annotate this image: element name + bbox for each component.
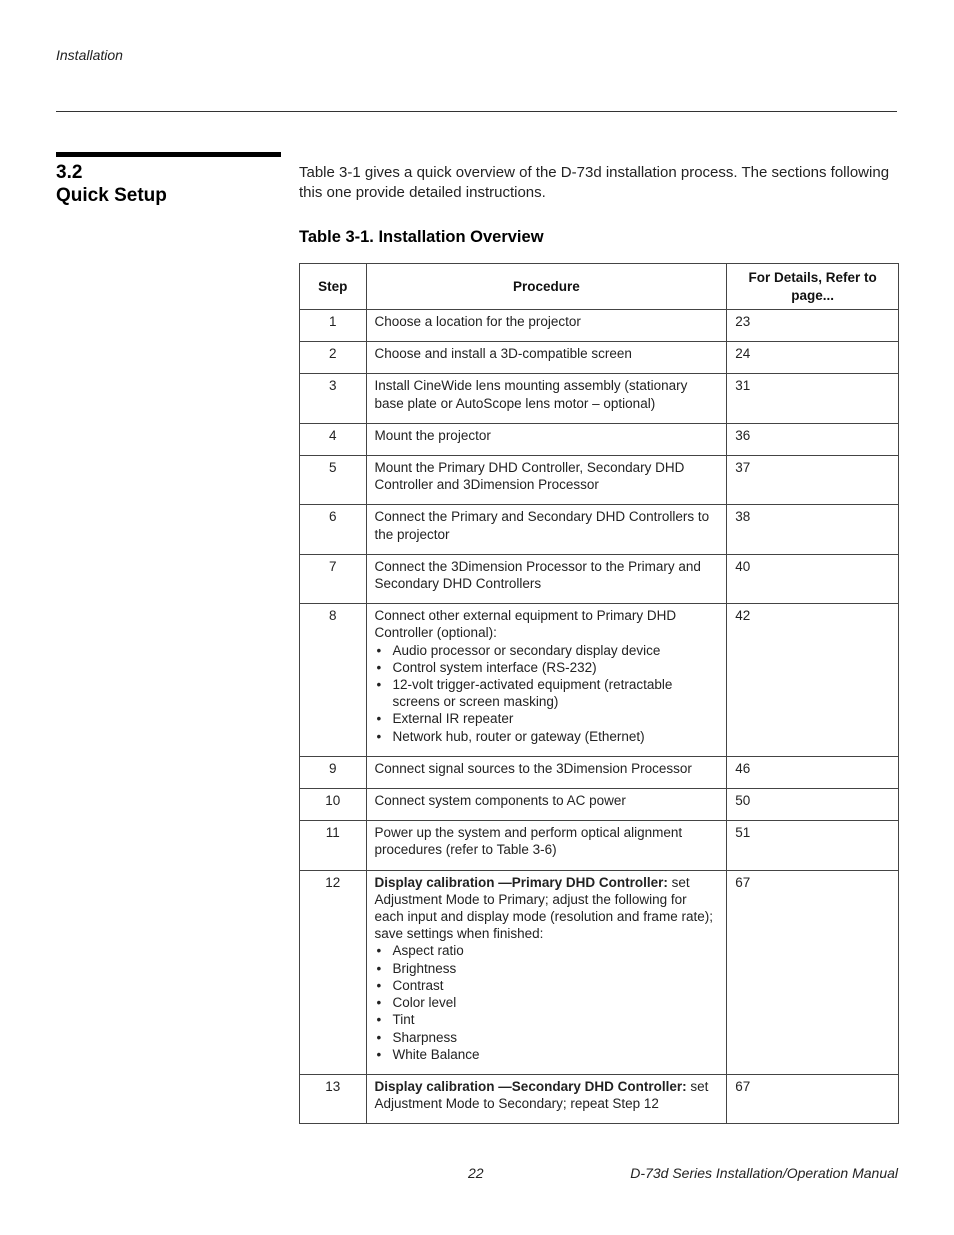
step-number: 2 [300,342,367,374]
table-row [300,310,899,342]
step-number: 11 [300,821,367,870]
procedure-description: Mount the projector [374,427,491,443]
procedure-text [375,427,719,444]
step-number: 8 [300,604,367,757]
procedure-bullet-list [375,642,719,745]
section-title: Quick Setup [56,185,167,206]
procedure-text [375,459,719,493]
header-page: For Details, Refer to page... [727,264,899,310]
table-row [300,505,899,554]
page-reference: 36 [727,423,899,455]
page-reference: 24 [727,342,899,374]
procedure-text [375,792,719,809]
procedure-cell [366,870,727,1074]
procedure-description: Connect other external equipment to Primary DHD Controller (optional): [374,608,677,641]
procedure-description: Connect the Primary and Secondary DHD Controllers to the projector [374,509,710,542]
procedure-description: Install CineWide lens mounting assembly (stationary base plate or AutoScope lens motor – optional) [374,378,688,411]
step-number: 13 [300,1074,367,1123]
manual-title: D-73d Series Installation/Operation Manual [630,1165,898,1181]
procedure-text [375,508,719,542]
procedure-description: Choose and install a 3D-compatible screen [374,346,632,362]
procedure-text [375,377,719,411]
list-item: • Color level [375,994,719,1011]
table-row [300,1074,899,1123]
list-item: • Tint [375,1011,719,1028]
page-number: 22 [468,1165,484,1181]
table-body [300,310,899,1124]
page-reference: 46 [727,756,899,788]
step-number: 12 [300,870,367,1074]
procedure-cell [366,756,727,788]
page-reference: 51 [727,821,899,870]
page-reference: 23 [727,310,899,342]
table-row [300,756,899,788]
list-item: • Network hub, router or gateway (Ethernet) [375,728,719,745]
procedure-cell [366,310,727,342]
procedure-text [375,345,719,362]
table-caption: Table 3-1. Installation Overview [299,228,544,246]
list-item: • Sharpness [375,1029,719,1046]
procedure-description: Connect signal sources to the 3Dimension Processor [374,760,692,776]
procedure-cell [366,789,727,821]
page-reference: 50 [727,789,899,821]
step-number: 9 [300,756,367,788]
procedure-description: Connect the 3Dimension Processor to the Primary and Secondary DHD Controllers [374,558,701,592]
header-rule [56,111,897,112]
table-row [300,604,899,757]
page-reference: 40 [727,554,899,603]
section-number: 3.2 [56,162,83,183]
table-row [300,789,899,821]
step-number: 5 [300,456,367,505]
procedure-cell [366,374,727,423]
procedure-bold-label: Display calibration —Primary DHD Controller: [374,874,668,890]
procedure-description: Choose a location for the projector [374,314,581,329]
list-item: • White Balance [375,1046,719,1063]
step-number: 4 [300,423,367,455]
table-row [300,423,899,455]
procedure-description: Mount the Primary DHD Controller, Secondary DHD Controller and 3Dimension Processor [374,460,685,493]
procedure-text [375,607,719,641]
procedure-cell [366,821,727,870]
page-reference: 31 [727,374,899,423]
list-item: • Contrast [375,977,719,994]
page-reference: 38 [727,505,899,554]
procedure-cell [366,505,727,554]
list-item: • Control system interface (RS-232) [375,659,719,676]
page-reference: 67 [727,870,899,1074]
procedure-text [375,1078,719,1112]
step-number: 7 [300,554,367,603]
step-number: 6 [300,505,367,554]
procedure-description: set Adjustment Mode to Secondary; repeat Step 12 [374,1078,709,1112]
procedure-bullet-list [375,942,719,1062]
page-reference: 67 [727,1074,899,1123]
list-item: • Brightness [375,960,719,977]
list-item: • Audio processor or secondary display device [375,642,719,659]
procedure-text [375,874,719,943]
step-number: 10 [300,789,367,821]
procedure-description: set Adjustment Mode to Primary; adjust the following for each input and display mode (resolution and frame rate); save settings when finished: [374,874,713,942]
procedure-bold-label: Display calibration —Secondary DHD Controller: [374,1078,687,1094]
procedure-cell [366,456,727,505]
table-row [300,870,899,1074]
step-number: 1 [300,310,367,342]
running-head: Installation [56,47,123,63]
procedure-cell [366,1074,727,1123]
table-row [300,554,899,603]
procedure-text [375,313,719,330]
section-bar [56,152,281,157]
table-row [300,821,899,870]
header-step: Step [300,264,367,310]
procedure-description: Connect system components to AC power [374,793,626,809]
procedure-description: Power up the system and perform optical alignment procedures (refer to Table 3-6) [374,825,683,858]
intro-paragraph: Table 3-1 gives a quick overview of the D-73d installation process. The sections following this one provide detailed instructions. [299,164,890,201]
procedure-text [375,760,719,777]
procedure-cell [366,604,727,757]
list-item: • Aspect ratio [375,942,719,959]
procedure-cell [366,342,727,374]
step-number: 3 [300,374,367,423]
table-row [300,342,899,374]
procedure-text [375,558,719,592]
table-row [300,374,899,423]
list-item: • 12-volt trigger-activated equipment (retractable screens or screen masking) [375,676,719,710]
table-row [300,456,899,505]
procedure-text [375,824,719,858]
page-reference: 42 [727,604,899,757]
page-reference: 37 [727,456,899,505]
table-header-row [300,264,899,310]
header-procedure: Procedure [366,264,727,310]
procedure-cell [366,554,727,603]
procedure-cell [366,423,727,455]
installation-overview-table [299,263,899,1124]
list-item: • External IR repeater [375,710,719,727]
